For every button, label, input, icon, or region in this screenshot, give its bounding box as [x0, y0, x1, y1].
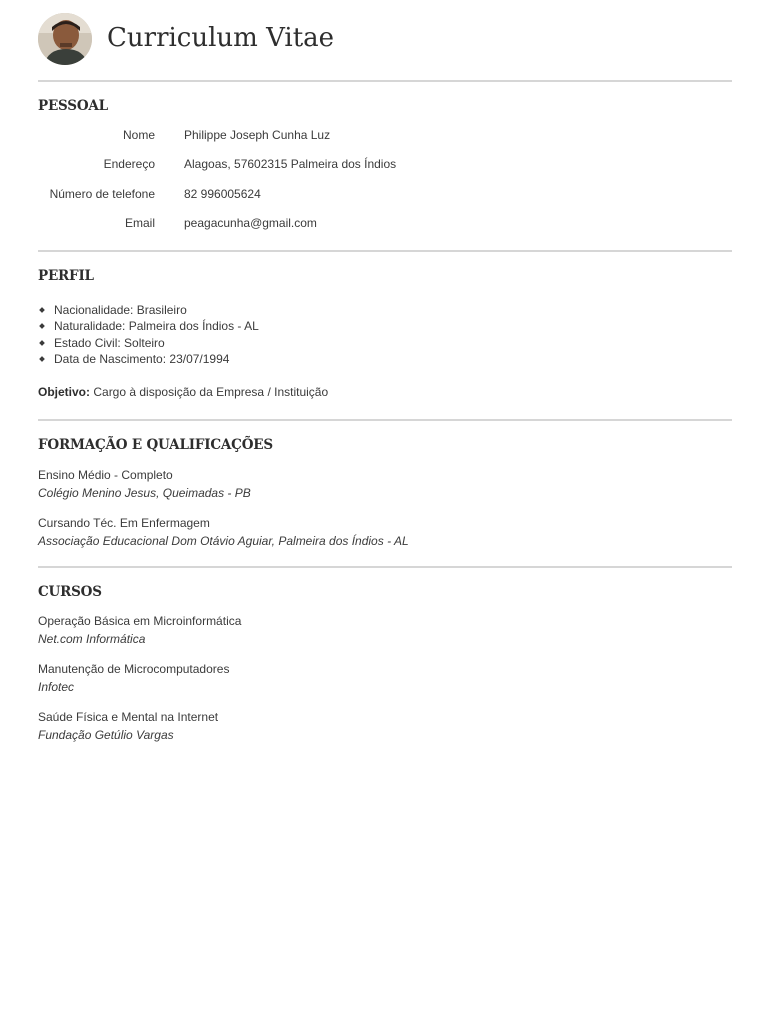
section-heading-personal: PESSOAL: [38, 98, 108, 114]
section-profile: [38, 252, 732, 419]
personal-value: Alagoas, 57602315 Palmeira dos Índios: [184, 157, 397, 171]
section-personal: [38, 82, 732, 250]
entry-title: Ensino Médio - Completo: [38, 468, 173, 482]
list-item: [38, 335, 259, 351]
entry-title: Operação Básica em Microinformática: [38, 614, 242, 628]
list-item-text: Naturalidade: Palmeira dos Índios - AL: [54, 319, 259, 334]
section-heading-education: FORMAÇÃO E QUALIFICAÇÕES: [38, 437, 273, 453]
avatar-photo-icon: [38, 13, 92, 65]
education-entry: [38, 514, 409, 550]
avatar: [38, 13, 92, 65]
diamond-bullet-icon: [39, 340, 45, 346]
entry-subtitle: Infotec: [38, 680, 75, 694]
objective-text: Cargo à disposição da Empresa / Instituição: [90, 385, 329, 399]
list-item-text: Nacionalidade: Brasileiro: [54, 303, 187, 317]
cv-page: [38, 0, 732, 758]
page-title: Curriculum Vitae: [107, 23, 335, 53]
course-entry: [38, 660, 229, 696]
personal-label: Número de telefone: [49, 187, 155, 201]
personal-email-link[interactable]: peagacunha@gmail.com: [184, 216, 317, 230]
section-courses: [38, 568, 732, 758]
entry-title: Cursando Téc. Em Enfermagem: [38, 516, 210, 530]
entry-subtitle: Associação Educacional Dom Otávio Aguiar, Palmeira dos Índios - AL: [38, 534, 409, 548]
section-heading-profile: PERFIL: [38, 268, 94, 284]
entry-subtitle: Fundação Getúlio Vargas: [38, 728, 174, 742]
personal-value: Philippe Joseph Cunha Luz: [184, 128, 331, 142]
list-item: [38, 318, 259, 334]
personal-value: 82 996005624: [184, 187, 261, 201]
list-item-text: Estado Civil: Solteiro: [54, 335, 165, 350]
personal-row-name: [38, 125, 732, 145]
diamond-bullet-icon: [39, 356, 45, 362]
personal-label: Email: [124, 216, 155, 230]
list-item: [38, 302, 259, 318]
entry-title: Saúde Física e Mental na Internet: [38, 710, 219, 724]
personal-label: Nome: [122, 128, 155, 142]
diamond-bullet-icon: [39, 307, 45, 313]
section-heading-courses: CURSOS: [38, 584, 102, 600]
entry-subtitle: Colégio Menino Jesus, Queimadas - PB: [38, 486, 251, 500]
diamond-bullet-icon: [39, 323, 45, 329]
section-education: [38, 421, 732, 566]
course-entry: [38, 612, 241, 648]
personal-row-phone: [38, 184, 732, 204]
objective-label: Objetivo:: [38, 385, 91, 399]
personal-label: Endereço: [103, 157, 155, 171]
personal-row-address: [38, 154, 732, 174]
education-entry: [38, 466, 251, 502]
entry-title: Manutenção de Microcomputadores: [38, 662, 230, 676]
objective-line: [38, 384, 328, 400]
list-item-text: Data de Nascimento: 23/07/1994: [54, 351, 230, 366]
entry-subtitle: Net.com Informática: [38, 632, 146, 646]
personal-row-email: [38, 213, 732, 233]
profile-list: [38, 302, 259, 367]
list-item: [38, 351, 259, 367]
course-entry: [38, 708, 218, 744]
cv-header: [38, 0, 732, 80]
